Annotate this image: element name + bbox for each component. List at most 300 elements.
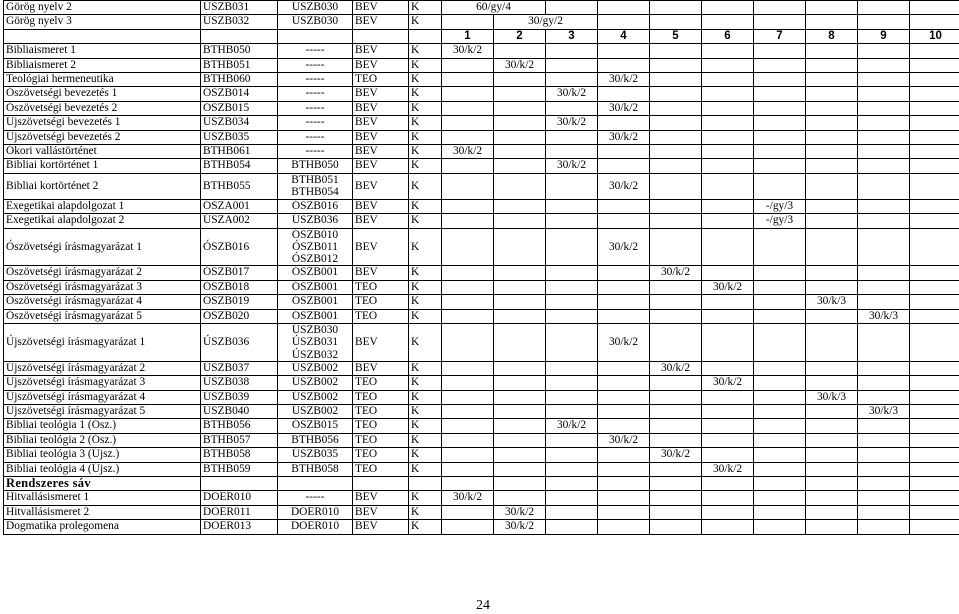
prerequisite-cell: [278, 361, 353, 375]
semester-credit: 30/k/3: [806, 295, 858, 309]
blank-cell: [409, 476, 442, 490]
course-name: Bibliai teológia 4 (Újsz.): [4, 462, 201, 476]
prerequisite-cell: [278, 520, 353, 534]
semester-cell: [442, 476, 494, 490]
course-name: Exegetikai alapdolgozat 1: [4, 200, 201, 214]
semester-cell: [754, 404, 806, 418]
prerequisite-code: -----: [280, 59, 350, 72]
semester-cell: [754, 361, 806, 375]
table-row: [4, 404, 959, 418]
semester-header: 5: [650, 29, 702, 43]
course-name: Dogmatika prolegomena: [4, 520, 201, 534]
semester-cell: [650, 101, 702, 115]
semester-cell: [494, 116, 546, 130]
table-row: [4, 200, 959, 214]
course-name: Újszövetségi írásmagyarázat 1: [4, 324, 201, 362]
semester-cell: [546, 448, 598, 462]
semester-cell: [806, 73, 858, 87]
semester-cell: [754, 173, 806, 199]
semester-cell: [546, 73, 598, 87]
semester-credit: -/gy/3: [754, 214, 806, 228]
semester-cell: [650, 73, 702, 87]
course-code: BTHB054: [201, 159, 278, 173]
prerequisite-cell: [278, 44, 353, 58]
semester-cell: [702, 309, 754, 323]
prerequisite-cell: [278, 462, 353, 476]
semester-cell: [546, 58, 598, 72]
semester-cell: [598, 448, 650, 462]
prerequisite-code: -----: [280, 44, 350, 57]
course-code: ÓSZB015: [201, 101, 278, 115]
course-code: BTHB055: [201, 173, 278, 199]
semester-cell: [858, 324, 910, 362]
semester-cell: [806, 404, 858, 418]
semester-credit: 30/k/3: [858, 404, 910, 418]
semester-cell: [702, 130, 754, 144]
semester-cell: [494, 361, 546, 375]
course-name: Bibliai teológia 1 (Ósz.): [4, 419, 201, 433]
semester-cell: [650, 295, 702, 309]
semester-cell: [650, 130, 702, 144]
prerequisite-code: ÓSZB012: [280, 253, 350, 265]
prerequisite-code: ÚSZB002: [280, 376, 350, 389]
semester-cell: [858, 390, 910, 404]
course-name: Ószövetségi írásmagyarázat 4: [4, 295, 201, 309]
semester-cell: [598, 476, 650, 490]
semester-cell: [598, 505, 650, 519]
course-type: BEV: [353, 130, 409, 144]
semester-cell: [442, 404, 494, 418]
semester-cell: [806, 116, 858, 130]
section-title: Rendszeres sáv: [4, 476, 201, 490]
semester-cell: [910, 448, 959, 462]
semester-cell: [858, 505, 910, 519]
semester-cell: [858, 361, 910, 375]
table-row: [4, 361, 959, 375]
prerequisite-cell: [278, 58, 353, 72]
semester-cell: [702, 58, 754, 72]
semester-credit: 30/k/2: [702, 280, 754, 294]
grade-type: K: [409, 280, 442, 294]
semester-cell: [754, 324, 806, 362]
prerequisite-cell: [278, 419, 353, 433]
course-name: Bibliai teológia 3 (Újsz.): [4, 448, 201, 462]
table-row: [4, 159, 959, 173]
course-type: TEO: [353, 404, 409, 418]
semester-cell: [650, 145, 702, 159]
semester-cell: [910, 361, 959, 375]
semester-cell: [910, 462, 959, 476]
prerequisite-cell: [278, 116, 353, 130]
semester-cell: [650, 200, 702, 214]
course-type: BEV: [353, 15, 409, 29]
prerequisite-code: ÓSZB016: [280, 200, 350, 213]
semester-cell: [806, 145, 858, 159]
semester-cell: [650, 228, 702, 266]
semester-cell: [754, 159, 806, 173]
semester-cell: [910, 295, 959, 309]
grade-type: K: [409, 200, 442, 214]
prerequisite-cell: [278, 214, 353, 228]
grade-type: K: [409, 44, 442, 58]
prerequisite-code: ÚSZB030: [280, 1, 350, 14]
semester-cell: [858, 462, 910, 476]
table-row: [4, 73, 959, 87]
semester-cell: [442, 448, 494, 462]
semester-cell: [494, 214, 546, 228]
semester-cell: [858, 130, 910, 144]
semester-cell: [650, 520, 702, 534]
course-name: Újszövetségi írásmagyarázat 4: [4, 390, 201, 404]
semester-cell: [910, 145, 959, 159]
semester-cell: [442, 15, 494, 29]
semester-cell: [442, 73, 494, 87]
course-code: BTHB057: [201, 433, 278, 447]
semester-cell: [442, 101, 494, 115]
semester-cell: [910, 101, 959, 115]
course-type: BEV: [353, 214, 409, 228]
semester-cell: [702, 266, 754, 280]
prerequisite-cell: [278, 101, 353, 115]
semester-cell: [702, 476, 754, 490]
blank-cell: [201, 476, 278, 490]
semester-cell: [494, 433, 546, 447]
course-code: BTHB051: [201, 58, 278, 72]
semester-cell: [702, 433, 754, 447]
semester-cell: [858, 173, 910, 199]
semester-cell: [702, 1, 754, 15]
semester-cell: [546, 200, 598, 214]
semester-cell: [650, 214, 702, 228]
grade-type: K: [409, 266, 442, 280]
prerequisite-code: ÓSZB010: [280, 229, 350, 241]
semester-cell: [650, 491, 702, 505]
semester-cell: [442, 228, 494, 266]
semester-cell: [858, 116, 910, 130]
grade-type: K: [409, 520, 442, 534]
semester-cell: [806, 266, 858, 280]
semester-cell: [546, 491, 598, 505]
semester-cell: [858, 295, 910, 309]
grade-type: K: [409, 15, 442, 29]
semester-credit: 30/k/2: [598, 433, 650, 447]
semester-cell: [598, 491, 650, 505]
curriculum-table: [3, 0, 959, 535]
table-row: [4, 87, 959, 101]
semester-cell: [442, 309, 494, 323]
semester-cell: [546, 520, 598, 534]
semester-credit: 30/k/2: [546, 159, 598, 173]
blank-cell: [278, 476, 353, 490]
semester-header: 1: [442, 29, 494, 43]
semester-cell: [858, 145, 910, 159]
blank-cell: [201, 29, 278, 43]
course-code: ÚSZB034: [201, 116, 278, 130]
semester-cell: [702, 214, 754, 228]
course-name: Bibliai teológia 2 (Ósz.): [4, 433, 201, 447]
semester-cell: [910, 280, 959, 294]
semester-header: 8: [806, 29, 858, 43]
table-row: [4, 390, 959, 404]
semester-cell: [754, 295, 806, 309]
course-code: BTHB058: [201, 448, 278, 462]
prerequisite-code: BTHB054: [280, 186, 350, 199]
semester-cell: [754, 15, 806, 29]
page-number: 24: [0, 598, 959, 614]
semester-credit: 30/k/2: [598, 324, 650, 362]
course-name: Ószövetségi írásmagyarázat 1: [4, 228, 201, 266]
prerequisite-code: DOER010: [280, 506, 350, 519]
prerequisite-code: -----: [280, 102, 350, 115]
semester-cell: [910, 44, 959, 58]
semester-cell: [806, 309, 858, 323]
semester-cell: [598, 58, 650, 72]
semester-credit: 30/k/2: [442, 145, 494, 159]
course-type: BEV: [353, 145, 409, 159]
prerequisite-cell: [278, 159, 353, 173]
course-type: BEV: [353, 228, 409, 266]
semester-cell: [910, 376, 959, 390]
course-name: Ószövetségi bevezetés 2: [4, 101, 201, 115]
prerequisite-code: -----: [280, 491, 350, 504]
semester-cell: [858, 433, 910, 447]
course-type: TEO: [353, 295, 409, 309]
semester-header: 4: [598, 29, 650, 43]
table-row: [4, 116, 959, 130]
semester-cell: [442, 295, 494, 309]
semester-cell: [754, 44, 806, 58]
table-row: [4, 491, 959, 505]
semester-credit: -/gy/3: [754, 200, 806, 214]
course-code: BTHB059: [201, 462, 278, 476]
semester-cell: [702, 390, 754, 404]
semester-cell: [806, 280, 858, 294]
course-code: DOER011: [201, 505, 278, 519]
semester-cell: [442, 214, 494, 228]
semester-cell: [702, 116, 754, 130]
course-code: BTHB050: [201, 44, 278, 58]
semester-cell: [494, 295, 546, 309]
semester-cell: [806, 505, 858, 519]
table-row: [4, 295, 959, 309]
semester-cell: [546, 324, 598, 362]
semester-cell: [806, 462, 858, 476]
semester-cell: [650, 1, 702, 15]
course-type: BEV: [353, 44, 409, 58]
prerequisite-code: BTHB050: [280, 159, 350, 172]
table-row: [4, 476, 959, 490]
table-row: [4, 1, 959, 15]
semester-cell: [494, 309, 546, 323]
table-row: [4, 309, 959, 323]
semester-cell: [442, 58, 494, 72]
grade-type: K: [409, 159, 442, 173]
semester-cell: [650, 419, 702, 433]
semester-cell: [910, 520, 959, 534]
semester-cell: [650, 309, 702, 323]
semester-cell: [858, 73, 910, 87]
semester-credit: 30/k/2: [494, 58, 546, 72]
semester-header: 10: [910, 29, 959, 43]
blank-cell: [278, 29, 353, 43]
semester-cell: [650, 476, 702, 490]
semester-cell: [910, 116, 959, 130]
semester-cell: [546, 376, 598, 390]
semester-credit: 30/k/2: [650, 266, 702, 280]
semester-cell: [754, 309, 806, 323]
semester-cell: [546, 1, 598, 15]
semester-cell: [910, 390, 959, 404]
semester-cell: [650, 58, 702, 72]
prerequisite-cell: [278, 228, 353, 266]
semester-cell: [910, 309, 959, 323]
semester-cell: [858, 448, 910, 462]
semester-credit: 30/k/2: [546, 116, 598, 130]
semester-credit: 30/k/3: [858, 309, 910, 323]
course-name: Újszövetségi bevezetés 2: [4, 130, 201, 144]
semester-cell: [650, 324, 702, 362]
semester-credit: 30/k/2: [598, 73, 650, 87]
semester-cell: [806, 101, 858, 115]
course-type: BEV: [353, 58, 409, 72]
prerequisite-cell: [278, 200, 353, 214]
semester-cell: [494, 462, 546, 476]
semester-cell: [598, 404, 650, 418]
semester-cell: [910, 130, 959, 144]
semester-cell: [910, 73, 959, 87]
semester-credit: 30/k/2: [650, 448, 702, 462]
table-row: [4, 419, 959, 433]
course-name: Bibliai kortörténet 2: [4, 173, 201, 199]
course-type: BEV: [353, 1, 409, 15]
semester-cell: [442, 376, 494, 390]
semester-cell: [442, 87, 494, 101]
semester-cell: [858, 58, 910, 72]
prerequisite-code: ÚSZB002: [280, 391, 350, 404]
semester-cell: [806, 159, 858, 173]
course-name: Görög nyelv 3: [4, 15, 201, 29]
semester-cell: [910, 159, 959, 173]
semester-cell: [754, 87, 806, 101]
semester-header: 7: [754, 29, 806, 43]
semester-cell: [806, 173, 858, 199]
semester-cell: [442, 130, 494, 144]
prerequisite-code: ÓSZB001: [280, 295, 350, 308]
course-code: ÓSZB017: [201, 266, 278, 280]
prerequisite-code: BTHB058: [280, 463, 350, 476]
grade-type: K: [409, 324, 442, 362]
semester-cell: [494, 280, 546, 294]
prerequisite-cell: [278, 433, 353, 447]
semester-cell: [754, 73, 806, 87]
semester-cell: [598, 200, 650, 214]
semester-cell: [546, 280, 598, 294]
semester-cell: [702, 419, 754, 433]
semester-cell: [806, 1, 858, 15]
semester-cell: [806, 228, 858, 266]
prerequisite-cell: [278, 324, 353, 362]
semester-credit: 30/k/2: [598, 173, 650, 199]
semester-cell: [806, 433, 858, 447]
grade-type: K: [409, 214, 442, 228]
semester-cell: [910, 266, 959, 280]
semester-cell: [442, 433, 494, 447]
semester-cell: [754, 462, 806, 476]
semester-cell: [598, 309, 650, 323]
semester-cell: [442, 159, 494, 173]
semester-cell: [702, 145, 754, 159]
grade-type: K: [409, 505, 442, 519]
semester-cell: [494, 324, 546, 362]
prerequisite-code: -----: [280, 131, 350, 144]
semester-cell: [858, 520, 910, 534]
grade-type: K: [409, 491, 442, 505]
prerequisite-code: DOER010: [280, 520, 350, 533]
semester-header: 6: [702, 29, 754, 43]
semester-cell: [858, 228, 910, 266]
semester-cell: [910, 200, 959, 214]
semester-cell: [494, 491, 546, 505]
course-name: Hitvallásismeret 2: [4, 505, 201, 519]
semester-cell: [598, 266, 650, 280]
semester-credit: 30/k/2: [546, 87, 598, 101]
semester-cell: [494, 376, 546, 390]
semester-cell: [858, 376, 910, 390]
semester-cell: [702, 295, 754, 309]
course-type: BEV: [353, 324, 409, 362]
semester-cell: [494, 87, 546, 101]
blank-cell: [409, 29, 442, 43]
semester-cell: [494, 73, 546, 87]
grade-type: K: [409, 73, 442, 87]
semester-credit: 30/k/2: [442, 44, 494, 58]
semester-cell: [442, 280, 494, 294]
semester-header: 2: [494, 29, 546, 43]
semester-cell: [494, 476, 546, 490]
course-code: ÚSZB039: [201, 390, 278, 404]
semester-credit: 30/k/2: [598, 228, 650, 266]
semester-cell: [598, 376, 650, 390]
semester-cell: [754, 58, 806, 72]
semester-cell: [806, 361, 858, 375]
semester-cell: [494, 404, 546, 418]
semester-header: 3: [546, 29, 598, 43]
table-row: [4, 44, 959, 58]
course-type: TEO: [353, 376, 409, 390]
semester-cell: [546, 173, 598, 199]
table-row: [4, 448, 959, 462]
semester-cell: [598, 361, 650, 375]
course-code: ÚSZB032: [201, 15, 278, 29]
semester-cell: [806, 44, 858, 58]
semester-cell: [910, 476, 959, 490]
table-row: [4, 505, 959, 519]
semester-cell: [702, 448, 754, 462]
prerequisite-cell: [278, 130, 353, 144]
course-type: BEV: [353, 491, 409, 505]
semester-cell: [650, 390, 702, 404]
semester-credit: 30/k/2: [494, 520, 546, 534]
course-name: Ókori vallástörténet: [4, 145, 201, 159]
prerequisite-code: ÚSZB036: [280, 214, 350, 227]
semester-credit: 30/k/2: [650, 361, 702, 375]
semester-cell: [754, 280, 806, 294]
semester-cell: [702, 491, 754, 505]
prerequisite-cell: [278, 87, 353, 101]
semester-credit: 30/k/3: [806, 390, 858, 404]
course-name: Hitvallásismeret 1: [4, 491, 201, 505]
semester-cell: [754, 505, 806, 519]
